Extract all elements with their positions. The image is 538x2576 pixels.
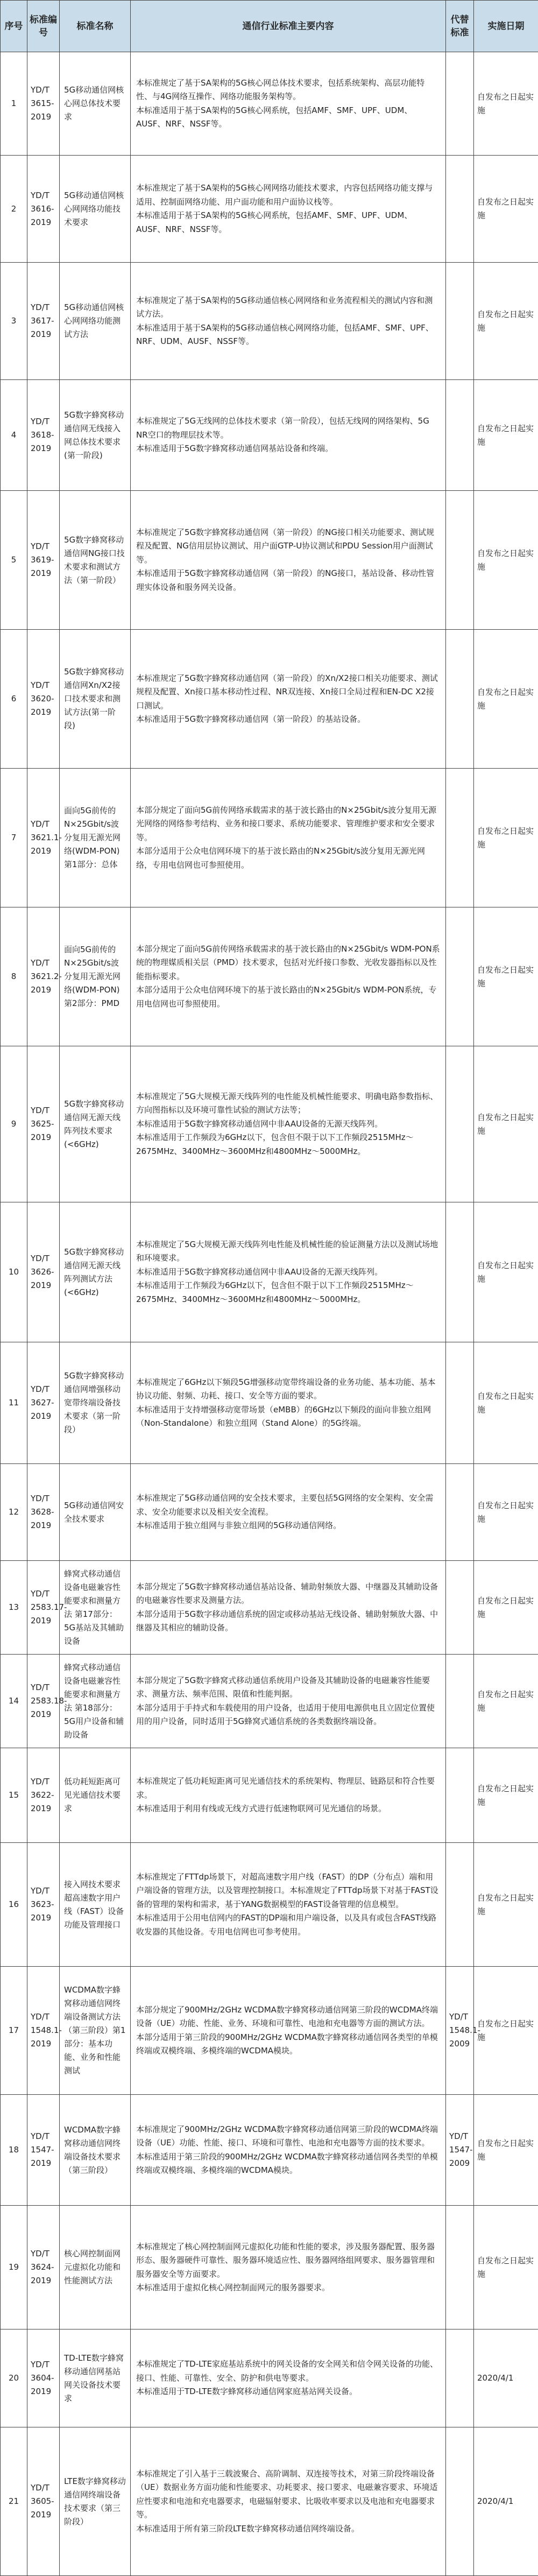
cell-date: 自发布之日起实施: [474, 1655, 538, 1748]
table-row: [1, 1655, 538, 1748]
cell-replaced: [446, 52, 474, 156]
cell-content: 本标准规定了基于SA架构的5G移动通信核心网网络和业务流程相关的测试内容和测试方法。 本标准适用于基于SA架构的5G移动通信核心网网络功能，包括AMF、SMF、UPF、NRF、UDM、AUSF、NSSF等。: [131, 263, 446, 380]
cell-no: 5: [1, 491, 27, 630]
cell-name: 5G数字蜂窝移动通信网Xn/X2接口技术要求和测试方法(第一阶段): [60, 630, 131, 769]
table-body: [1, 52, 538, 2576]
cell-name: 接入网技术要求 超高速数字用户线（FAST）设备功能及管理接口: [60, 1843, 131, 1967]
table-row: [1, 2206, 538, 2329]
cell-no: 20: [1, 2329, 27, 2427]
table-row: [1, 907, 538, 1046]
cell-no: 1: [1, 52, 27, 156]
cell-no: 21: [1, 2427, 27, 2576]
cell-code: YD/T 3628-2019: [27, 1464, 60, 1561]
header-date: 实施日期: [474, 1, 538, 52]
cell-replaced: [446, 380, 474, 491]
cell-date: 自发布之日起实施: [474, 1464, 538, 1561]
cell-code: YD/T 3605-2019: [27, 2427, 60, 2576]
table-row: [1, 52, 538, 156]
cell-no: 9: [1, 1046, 27, 1202]
table-row: [1, 491, 538, 630]
table-row: [1, 1202, 538, 1342]
table-row: [1, 1464, 538, 1561]
cell-date: 自发布之日起实施: [474, 52, 538, 156]
table-row: [1, 2095, 538, 2206]
table-row: [1, 1561, 538, 1655]
cell-date: 自发布之日起实施: [474, 1748, 538, 1843]
cell-code: YD/T 3621.2-2019: [27, 907, 60, 1046]
cell-replaced: [446, 1342, 474, 1464]
cell-content: 本标准规定了5G大规模无源天线阵列电性能及机械性能的验证测量方法以及测试场地和环境要求。 本标准适用于5G数字蜂窝移动通信网中非AAU设备的无源天线阵列。 本标准适用于工作频段为6GHz以下，包含但不限于以下工作频段2515MHz～2675MHz、3400MHz～3600MHz和4800MHz～5000MHz。: [131, 1202, 446, 1342]
cell-code: YD/T 3620-2019: [27, 630, 60, 769]
cell-code: YD/T 3619-2019: [27, 491, 60, 630]
table-row: [1, 2329, 538, 2427]
cell-code: YD/T 1547-2019: [27, 2095, 60, 2206]
cell-date: 自发布之日起实施: [474, 1967, 538, 2095]
table-row: [1, 156, 538, 263]
cell-code: YD/T 3617-2019: [27, 263, 60, 380]
cell-content: 本标准规定了900MHz/2GHz WCDMA数字蜂窝移动通信网第三阶段的WCDMA终端设备（UE）功能、性能、接口、环境和可靠性、电池和充电器等方面的技术要求。 本标准适用于第三阶段的900MHz/2GHz WCDMA数字蜂窝移动通信网各类型的单模终端或双模终端、多模终端的WCDMA模块。: [131, 2095, 446, 2206]
cell-no: 19: [1, 2206, 27, 2329]
cell-date: 自发布之日起实施: [474, 380, 538, 491]
cell-replaced: [446, 1843, 474, 1967]
cell-code: YD/T 3604-2019: [27, 2329, 60, 2427]
header-content: 通信行业标准主要内容: [131, 1, 446, 52]
cell-replaced: [446, 1748, 474, 1843]
cell-replaced: [446, 1561, 474, 1655]
cell-code: YD/T 3616-2019: [27, 156, 60, 263]
cell-content: 本标准规定了5G无线网的总体技术要求（第一阶段），包括无线网的网络架构、5G NR空口的物理层技术等。 本标准适用于5G数字蜂窝移动通信网基站设备和终端。: [131, 380, 446, 491]
cell-content: 本标准规定了5G数字蜂窝移动通信网（第一阶段）的NG接口相关功能要求、测试规程及配置、NG信用层协议测试、用户面GTP-U协议测试和PDU Session用户面测试等。 本标准适用于5G数字蜂窝移动通信网（第一阶段）的NG接口，基站设备、移动性管理实体设备和服务网关设备。: [131, 491, 446, 630]
cell-no: 15: [1, 1748, 27, 1843]
cell-replaced: [446, 1655, 474, 1748]
cell-content: 本部分规定了5G数字蜂窝式移动通信系统用户设备及其辅助设备的电磁兼容性能要求、测量方法、频率范围、限值和性能判据。 本部分适用于手持式和车载使用的用户设备，也适用于使用电源供电且立固定位置使用的用户设备，同时适用于5G蜂窝式通信系统的各类数据终端设备。: [131, 1655, 446, 1748]
cell-name: 5G移动通信网核心网总体技术要求: [60, 52, 131, 156]
cell-name: 核心网控制面网元虚拟化功能和性能测试方法: [60, 2206, 131, 2329]
cell-code: YD/T 3623-2019: [27, 1843, 60, 1967]
cell-no: 11: [1, 1342, 27, 1464]
header-replaced: 代替标准: [446, 1, 474, 52]
cell-code: YD/T 3615-2019: [27, 52, 60, 156]
cell-date: 自发布之日起实施: [474, 630, 538, 769]
table-row: [1, 1967, 538, 2095]
cell-name: 5G移动通信网核心网网络功能技术要求: [60, 156, 131, 263]
header-no: 序号: [1, 1, 27, 52]
cell-content: 本部分规定了900MHz/2GHz WCDMA数字蜂窝移动通信网第三阶段的WCDMA终端设备（UE）功能、性能、业务、环境和可靠性、电池和充电器等方面的测试方法。 本部分适用于第三阶段的900MHz/2GHz WCDMA数字蜂窝移动通信网各类型的单模终端或双模终端、多模终端的WCDMA模块。: [131, 1967, 446, 2095]
cell-content: 本标准规定了引入基于三载波聚合、高阶调制、双连接等技术，对第三阶段终端设备（UE）数据业务方面功能和性能要求、功耗要求、接口要求、电磁兼容要求、环境适应性要求和电池和充电器要求，电磁辐射要求、比吸收率要求以及电池和充电器要求等。 本标准适用于所有第三阶段LTE数字蜂窝移动通信网终端设备。: [131, 2427, 446, 2576]
cell-code: YD/T 3627-2019: [27, 1342, 60, 1464]
cell-no: 3: [1, 263, 27, 380]
cell-replaced: [446, 2206, 474, 2329]
cell-no: 6: [1, 630, 27, 769]
cell-no: 16: [1, 1843, 27, 1967]
cell-replaced: [446, 1202, 474, 1342]
cell-date: 自发布之日起实施: [474, 156, 538, 263]
cell-name: LTE数字蜂窝移动通信网终端设备技术要求（第三阶段）: [60, 2427, 131, 2576]
table-row: [1, 263, 538, 380]
cell-date: 自发布之日起实施: [474, 263, 538, 380]
cell-replaced: [446, 2427, 474, 2576]
table-row: [1, 769, 538, 907]
cell-name: 蜂窝式移动通信设备电磁兼容性能要求和测量方法 第17部分：5G基站及其辅助设备: [60, 1561, 131, 1655]
cell-date: 自发布之日起实施: [474, 2095, 538, 2206]
table-row: [1, 630, 538, 769]
cell-name: 5G数字蜂窝移动通信网无源天线阵列技术要求(<6GHz): [60, 1046, 131, 1202]
cell-content: 本标准规定了TD-LTE家庭基站系统中的网关设备的安全网关和信令网关设备的功能、接口、性能、可靠性、安全、防护和供电等要求。 本标准适用于TD-LTE数字蜂窝移动通信网家庭基站网关设备。: [131, 2329, 446, 2427]
cell-content: 本标准规定了低功耗短距离可见光通信技术的系统架构、物理层、链路层和符合性要求。 本标准适用于利用有线或无线方式进行低速物联网可见光通信的场景。: [131, 1748, 446, 1843]
cell-date: 自发布之日起实施: [474, 1843, 538, 1967]
cell-name: 5G移动通信网核心网网络功能测试方法: [60, 263, 131, 380]
cell-content: 本部分规定了面向5G前传网络承载需求的基于波长路由的N×25Gbit/s波分复用无源光网络的网络参考结构、业务和接口要求、系统功能要求、管理维护要求和安全要求等。 本部分适用于公众电信网环境下的基于波长路由的N×25Gbit/s波分复用无源光网络，专用电信网也可参照使用。: [131, 769, 446, 907]
cell-no: 7: [1, 769, 27, 907]
cell-replaced: YD/T 1548.1-2009: [446, 1967, 474, 2095]
cell-content: 本标准规定了6GHz以下频段5G增强移动宽带终端设备的业务功能、基本功能、基本协议功能、射频、功耗、接口、安全等方面的要求。 本标准适用于支持增强移动宽带场景（eMBB）的6GHz以下频段的面向非独立组网（Non-Standalone）和独立组网（Stand Alone）的5G终端。: [131, 1342, 446, 1464]
cell-date: 自发布之日起实施: [474, 1342, 538, 1464]
cell-replaced: [446, 491, 474, 630]
cell-code: YD/T 1548.1-2019: [27, 1967, 60, 2095]
cell-replaced: [446, 1046, 474, 1202]
cell-date: 自发布之日起实施: [474, 2206, 538, 2329]
cell-code: YD/T 2583.17-2019: [27, 1561, 60, 1655]
cell-content: 本标准规定了基于SA架构的5G核心网网络功能技术要求，内容包括网络功能支撑与适用、控制面网络功能、用户面功能和用户面协议栈等。 本标准适用于基于SA架构的5G核心网系统，包括AMF、SMF、UPF、UDM、AUSF、NRF、NSSF等。: [131, 156, 446, 263]
cell-code: YD/T 3624-2019: [27, 2206, 60, 2329]
cell-no: 12: [1, 1464, 27, 1561]
cell-date: 自发布之日起实施: [474, 769, 538, 907]
cell-date: 自发布之日起实施: [474, 1046, 538, 1202]
table-row: [1, 2427, 538, 2576]
cell-date: 自发布之日起实施: [474, 907, 538, 1046]
cell-no: 4: [1, 380, 27, 491]
cell-content: 本标准规定了FTTdp场景下，对超高速数字用户线（FAST）的DP（分布点）端和用户端设备的管理方法，以及管理控制接口。本标准规定了FTTdp场景下对基于FAST设备的管理的架构和需求，基于YANG数据模型的FAST设备管理的信息模型。 本标准适用于公用电信网内的FAST的DP端和用户端设备，以及具有或包含FAST线路收发器的其他设备。专用电信网也可参考使用。: [131, 1843, 446, 1967]
table-row: [1, 1046, 538, 1202]
cell-content: 本标准规定了5G数字蜂窝移动通信网（第一阶段）的Xn/X2接口相关功能要求、测试规程及配置、Xn接口基本移动性过程、NR双连接、Xn接口全局过程和EN-DC X2接口测试。 本标准适用于5G数字蜂窝移动通信网（第一阶段）的基站设备。: [131, 630, 446, 769]
table-row: [1, 1843, 538, 1967]
table-row: [1, 380, 538, 491]
cell-content: 本标准规定了5G大规模无源天线阵列的电性能及机械性能要求、明确电路参数指标、方向图指标以及环境可靠性试验的测试方法等； 本标准适用于5G数字蜂窝移动通信网中非AAU设备的无源天线阵列。 本标准适用于工作频段为6GHz以下，包含但不限于以下工作频段2515MHz～2675MHz、3400MHz～3600MHz和4800MHz～5000MHz。: [131, 1046, 446, 1202]
cell-no: 13: [1, 1561, 27, 1655]
cell-name: WCDMA数字蜂窝移动通信网终端设备测试方法（第三阶段）第1部分：基本功能、业务和性能测试: [60, 1967, 131, 2095]
cell-name: 低功耗短距离可见光通信技术要求: [60, 1748, 131, 1843]
cell-code: YD/T 3618-2019: [27, 380, 60, 491]
cell-content: 本部分规定了5G数字蜂窝移动通信基站设备、辅助射频放大器、中继器及其辅助设备的电磁兼容性要求及测量方法。 本部分适用于5G数字移动通信系统的固定或移动基站无线设备、辅助射频放大器、中继器及其相应的辅助设备。: [131, 1561, 446, 1655]
cell-no: 18: [1, 2095, 27, 2206]
header-code: 标准编号: [27, 1, 60, 52]
cell-no: 2: [1, 156, 27, 263]
cell-date: 自发布之日起实施: [474, 1202, 538, 1342]
cell-replaced: [446, 630, 474, 769]
cell-content: 本标准规定了核心网控制面网元虚拟化功能和性能的要求，涉及服务器配置、服务器形态、服务器硬件可靠性、服务器环境适应性、服务器网络组网要求、服务器管理和服务器安全等方面要求。 本标准适用于虚拟化核心网控制面网元的服务器要求。: [131, 2206, 446, 2329]
cell-name: 5G数字蜂窝移动通信网无线接入网总体技术要求(第一阶段): [60, 380, 131, 491]
cell-code: YD/T 3625-2019: [27, 1046, 60, 1202]
cell-content: 本部分规定了面向5G前传网络承载需求的基于波长路由的N×25Gbit/s WDM-PON系统的物理媒质相关层（PMD）技术要求，包括对光纤接口参数、光收发器指标以及性能指标要求。 本部分适用于公众电信网环境下的基于波长路由的N×25Gbit/s WDM-PON系统，专用电信网也可参照使用。: [131, 907, 446, 1046]
cell-no: 14: [1, 1655, 27, 1748]
cell-replaced: [446, 2329, 474, 2427]
cell-date: 2020/4/1: [474, 2329, 538, 2427]
cell-replaced: [446, 769, 474, 907]
cell-replaced: [446, 1464, 474, 1561]
table-row: [1, 1748, 538, 1843]
cell-name: TD-LTE数字蜂窝移动通信网基站网关设备技术要求: [60, 2329, 131, 2427]
cell-replaced: YD/T 1547-2009: [446, 2095, 474, 2206]
cell-date: 自发布之日起实施: [474, 491, 538, 630]
cell-no: 8: [1, 907, 27, 1046]
cell-name: WCDMA数字蜂窝移动通信网终端设备技术要求（第三阶段）: [60, 2095, 131, 2206]
cell-name: 蜂窝式移动通信设备电磁兼容性能要求和测量方法 第18部分：5G用户设备和辅助设备: [60, 1655, 131, 1748]
cell-content: 本标准规定了5G移动通信网的安全技术要求，主要包括5G网络的安全架构、安全需求、安全功能要求以及相关安全流程。 本标准适用于独立组网与非独立组网的5G移动通信网络。: [131, 1464, 446, 1561]
cell-replaced: [446, 263, 474, 380]
cell-date: 自发布之日起实施: [474, 1561, 538, 1655]
cell-name: 5G数字蜂窝移动通信网增强移动宽带终端设备技术要求（第一阶段）: [60, 1342, 131, 1464]
cell-replaced: [446, 156, 474, 263]
cell-name: 5G数字蜂窝移动通信网无源天线阵列测试方法(<6GHz): [60, 1202, 131, 1342]
cell-name: 5G移动通信网安全技术要求: [60, 1464, 131, 1561]
cell-no: 10: [1, 1202, 27, 1342]
table-row: [1, 1342, 538, 1464]
cell-replaced: [446, 907, 474, 1046]
cell-content: 本标准规定了基于SA架构的5G核心网总体技术要求，包括系统架构、高层功能特性、与4G网络互操作、网络功能服务架构等。 本标准适用于基于SA架构的5G核心网系统，包括AMF、SMF、UPF、UDM、AUSF、NRF、NSSF等。: [131, 52, 446, 156]
cell-code: YD/T 3621.1-2019: [27, 769, 60, 907]
header-name: 标准名称: [60, 1, 131, 52]
cell-code: YD/T 3626-2019: [27, 1202, 60, 1342]
cell-date: 2020/4/1: [474, 2427, 538, 2576]
cell-name: 5G数字蜂窝移动通信网NG接口技术要求和测试方法（第一阶段）: [60, 491, 131, 630]
table-header-row: [1, 1, 538, 52]
cell-code: YD/T 3622-2019: [27, 1748, 60, 1843]
cell-no: 17: [1, 1967, 27, 2095]
cell-name: 面向5G前传的N×25Gbit/s波分复用无源光网络(WDM-PON)第1部分：总体: [60, 769, 131, 907]
cell-code: YD/T 2583.18-2019: [27, 1655, 60, 1748]
cell-name: 面向5G前传的N×25Gbit/s波分复用无源光网络(WDM-PON)第2部分：PMD: [60, 907, 131, 1046]
